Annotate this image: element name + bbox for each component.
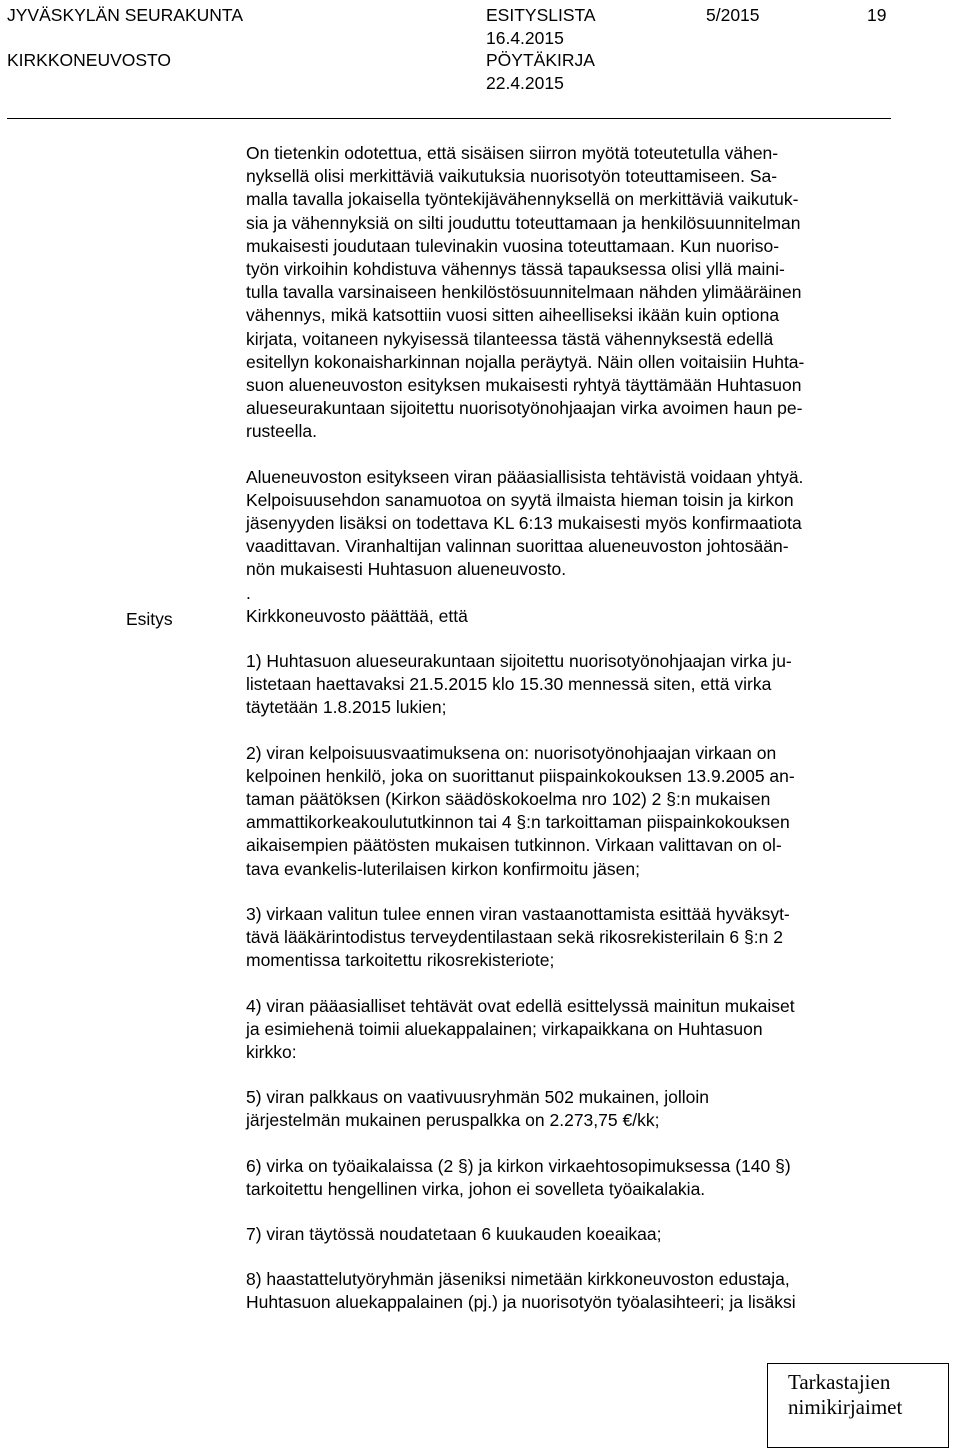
minutes-date: 22.4.2015 bbox=[486, 73, 564, 93]
document-body bbox=[246, 142, 896, 1315]
header-divider bbox=[7, 118, 891, 119]
signature-box: Tarkastajien nimikirjaimet bbox=[767, 1363, 949, 1448]
list-item: 6) virka on työaikalaissa (2 §) ja kirkon virkaehtosopimuksessa (140 §) tarkoitettu hengellinen virka, johon ei sovelleta työaikalakia. bbox=[246, 1155, 791, 1199]
list-item: 4) viran pääasialliset tehtävät ovat edellä esittelyssä mainitun mukaiset ja esimiehenä toimii aluekappalainen; virkapaikkana on Huhtasuon kirkko: bbox=[246, 995, 795, 1062]
agenda-date: 16.4.2015 bbox=[486, 28, 564, 48]
list-item: 8) haastattelutyöryhmän jäseniksi nimetään kirkkoneuvoston edustaja, Huhtasuon aluekappalainen (pj.) ja nuorisotyön työalasihteeri; ja lisäksi bbox=[246, 1269, 796, 1313]
council-name: KIRKKONEUVOSTO bbox=[7, 50, 172, 70]
meeting-number: 5/2015 bbox=[706, 5, 760, 25]
minutes-label: PÖYTÄKIRJA bbox=[486, 50, 595, 70]
list-item: 3) virkaan valitun tulee ennen viran vastaanottamista esittää hyväksyt- tävä lääkärintodistus terveydentilastaan sekä rikosrekisterilain 6 §:n 2 momentissa tarkoitettu rikosrekisteriote; bbox=[246, 903, 790, 971]
side-label-esitys: Esitys bbox=[126, 609, 173, 629]
paragraph: Alueneuvoston esitykseen viran pääasiallisista tehtävistä voidaan yhtyä. Kelpoisuusehdon sanamuotoa on syytä ilmaista hieman toisin ja kirkon jäsenyyden lisäksi on todettava KL 6:13 mukaisesti myös konfirmaatiota vaadittavan. Viranhaltijan valinnan suorittaa alueneuvoston johtosään- nön mukaisesti Huhtasuon alueneuvosto. . Kirkkoneuvosto päättää, että bbox=[246, 466, 804, 626]
organization-name: JYVÄSKYLÄN SEURAKUNTA bbox=[7, 5, 243, 25]
list-item: 7) viran täytössä noudatetaan 6 kuukauden koeaikaa; bbox=[246, 1223, 662, 1244]
list-item: 2) viran kelpoisuusvaatimuksena on: nuorisotyönohjaajan virkaan on kelpoinen henkilö, joka on suorittanut piispainkokouksen 13.9.2005 an- taman päätöksen (Kirkon säädöskokoelma nro 102) 2 §:n mukaisen ammattikorkeakoulututkinnon tai 4 §:n tarkoittaman piispainkokouksen aikaisempien päätösten mukaisen tutkinnon. Virkaan valittavan on ol- tava evankelis-luterilaisen kirkon konfirmoitu jäsen; bbox=[246, 742, 795, 879]
list-item: 1) Huhtasuon alueseurakuntaan sijoitettu nuorisotyönohjaajan virka ju- listetaan haettavaksi 21.5.2015 klo 15.30 mennessä siten, että virka täytetään 1.8.2015 lukien; bbox=[246, 651, 792, 718]
paragraph: On tietenkin odotettua, että sisäisen siirron myötä toteutetulla vähen- nyksellä olisi merkittäviä vaikutuksia nuorisotyön toteuttamiseen. Sa- malla tavalla jokaisella työntekijävähennyksellä on merkittäviä vaikutuk- sia ja vähennyksiä on silti jouduttu toteuttamaan ja henkilösuunnitelman mukaisesti joudutaan tulevinakin vuosina toteuttamaan. Kun nuoriso- työn virkoihin kohdistuva vähennys tässä tapauksessa olisi yllä maini- tulla tavalla varsinaiseen henkilöstösuunnitelmaan nähden ylimääräinen vähennys, mikä katsottiin vuosi sitten aiheelliseksi ikään kuin optiona kirjata, voitaneen nykyisessä tilanteessa tästä vähennyksestä edellä esitellyn kokonaisharkinnan nojalla peräytyä. Näin ollen voitaisiin Huhta- suon alueneuvoston esityksen mukaisesti ryhtyä täyttämään Huhtasuon alueseurakuntaan sijoitettu nuorisotyönohjaajan virka avoimen haun pe- rusteella. bbox=[246, 143, 805, 442]
page-number: 19 bbox=[867, 5, 887, 25]
agenda-label: ESITYSLISTA bbox=[486, 5, 596, 25]
list-item: 5) viran palkkaus on vaativuusryhmän 502 mukainen, jolloin järjestelmän mukainen peruspalkka on 2.273,75 €/kk; bbox=[246, 1087, 710, 1131]
